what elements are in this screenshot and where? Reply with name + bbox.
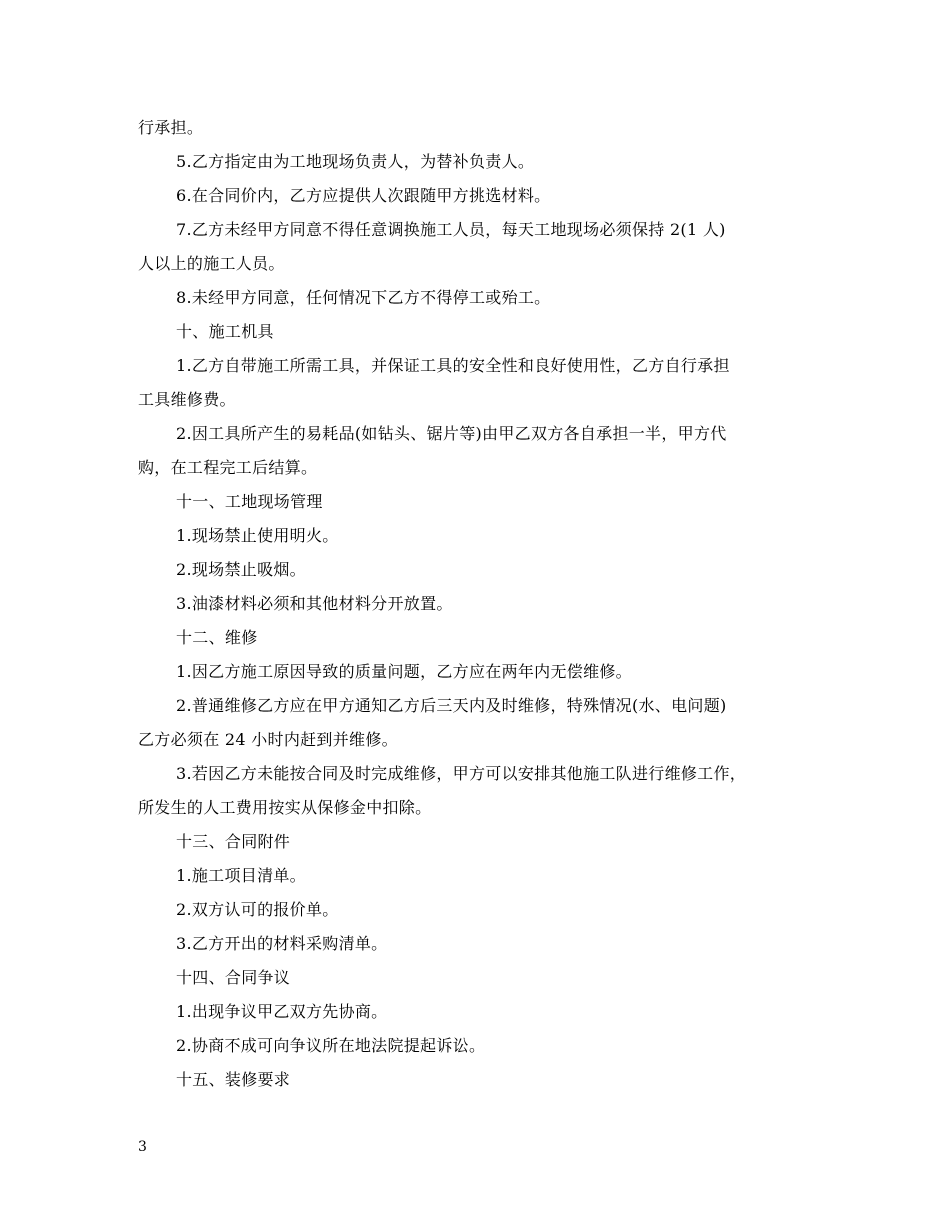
page-number: 3 [138, 1139, 147, 1155]
text-line: 乙方必须在 24 小时内赶到并维修。 [138, 730, 398, 749]
text-line: 十二、维修 [176, 628, 258, 647]
text-line: 2.协商不成可向争议所在地法院提起诉讼。 [176, 1036, 486, 1055]
text-line: 所发生的人工费用按实从保修金中扣除。 [138, 798, 432, 817]
text-line: 工具维修费。 [138, 390, 236, 409]
text-line: 5.乙方指定由为工地现场负责人，为替补负责人。 [176, 152, 535, 171]
text-line: 人以上的施工人员。 [138, 254, 285, 273]
text-line: 6.在合同价内，乙方应提供人次跟随甲方挑选材料。 [176, 186, 551, 205]
text-line: 1.因乙方施工原因导致的质量问题，乙方应在两年内无偿维修。 [176, 662, 632, 681]
text-line: 1.现场禁止使用明火。 [176, 526, 339, 545]
text-line: 7.乙方未经甲方同意不得任意调换施工人员，每天工地现场必须保持 2(1 人) [176, 220, 726, 239]
text-line: 2.因工具所产生的易耗品(如钻头、锯片等)由甲乙双方各自承担一半，甲方代 [176, 424, 727, 443]
text-line: 3.乙方开出的材料采购清单。 [176, 934, 388, 953]
text-line: 购，在工程完工后结算。 [138, 458, 318, 477]
text-line: 十、施工机具 [176, 322, 274, 341]
text-line: 2.普通维修乙方应在甲方通知乙方后三天内及时维修，特殊情况(水、电问题) [176, 696, 727, 715]
document-body [138, 111, 814, 1097]
text-line: 2.双方认可的报价单。 [176, 900, 339, 919]
text-line: 十四、合同争议 [176, 968, 291, 987]
text-line: 3.油漆材料必须和其他材料分开放置。 [176, 594, 453, 613]
text-line: 2.现场禁止吸烟。 [176, 560, 306, 579]
text-line: 1.出现争议甲乙双方先协商。 [176, 1002, 388, 1021]
text-line: 1.施工项目清单。 [176, 866, 306, 885]
text-line: 十三、合同附件 [176, 832, 291, 851]
text-line: 3.若因乙方未能按合同及时完成维修，甲方可以安排其他施工队进行维修工作， [176, 764, 747, 783]
text-line: 十一、工地现场管理 [176, 492, 323, 511]
text-line: 行承担。 [138, 118, 204, 137]
text-line: 十五、装修要求 [176, 1070, 291, 1089]
text-line: 8.未经甲方同意，任何情况下乙方不得停工或殆工。 [176, 288, 551, 307]
text-line: 1.乙方自带施工所需工具，并保证工具的安全性和良好使用性，乙方自行承担 [176, 356, 730, 375]
